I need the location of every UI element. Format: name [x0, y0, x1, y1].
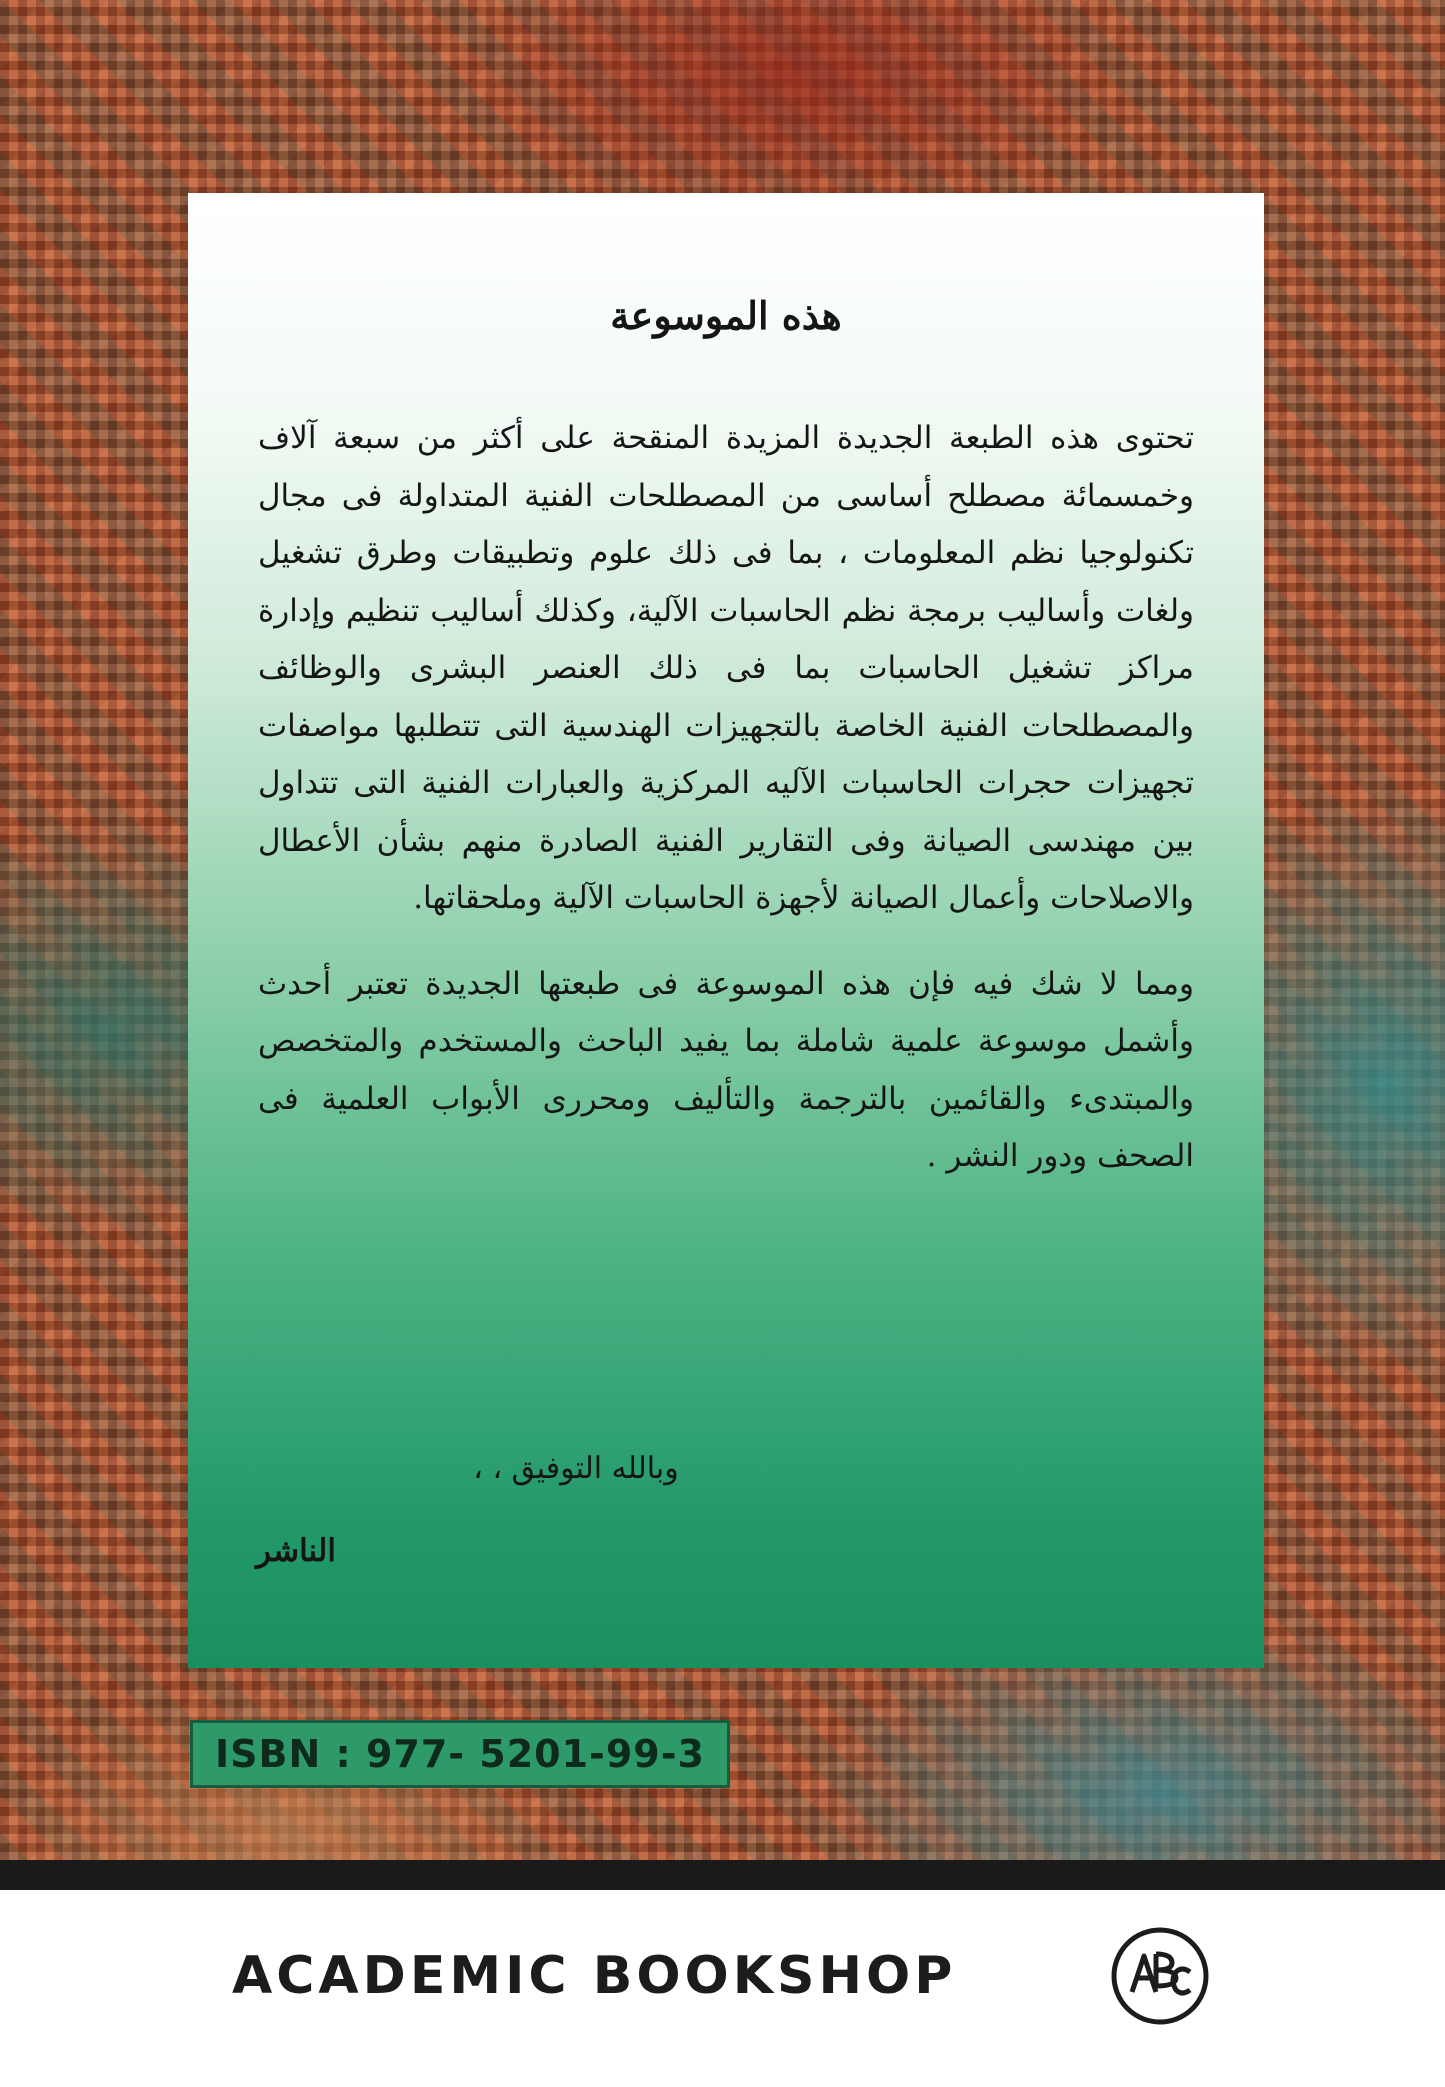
description-paragraph-1: تحتوى هذه الطبعة الجديدة المزيدة المنقحة على أكثر من سبعة آلاف وخمسمائة مصطلح أساسى من المصطلحات الفنية المتداولة فى مجال تكنولوجيا نظم المعلومات ، بما فى ذلك علوم وتطبيقات وطرق تشغيل ولغات وأساليب برمجة نظم الحاسبات الآلية، وكذلك أساليب تنظيم وإدارة مراكز تشغيل الحاسبات بما فى ذلك العنصر البشرى والوظائف والمصطلحات الفنية الخاصة بالتجهيزات الهندسية التى تتطلبها مواصفات تجهيزات حجرات الحاسبات الآليه المركزية والعبارات الفنية التى تتداول بين مهندسى الصيانة وفى التقارير الفنية الصادرة منهم بشأن الأعطال والاصلاحات وأعمال الصيانة لأجهزة الحاسبات الآلية وملحقاتها.	[258, 420, 1194, 916]
closing-line: وبالله التوفيق ، ،	[473, 1451, 679, 1486]
isbn-label: ISBN : 977- 5201-99-3	[190, 1720, 730, 1788]
publisher-signature: الناشر	[256, 1533, 336, 1569]
back-cover-text-panel	[188, 193, 1264, 1668]
divider-band	[0, 1860, 1445, 1890]
abc-logo-icon	[1110, 1926, 1210, 2026]
publisher-name: ACADEMIC BOOKSHOP	[232, 1946, 957, 2006]
footer	[0, 1890, 1445, 2087]
description-paragraph-2: ومما لا شك فيه فإن هذه الموسوعة فى طبعتها الجديدة تعتبر أحدث وأشمل موسوعة علمية شاملة بما يفيد الباحث والمستخدم والمتخصص والمبتدىء والقائمين بالترجمة والتأليف ومحررى الأبواب العلمية فى الصحف ودور النشر .	[258, 965, 1194, 1174]
panel-title: هذه الموسوعة	[610, 293, 842, 338]
